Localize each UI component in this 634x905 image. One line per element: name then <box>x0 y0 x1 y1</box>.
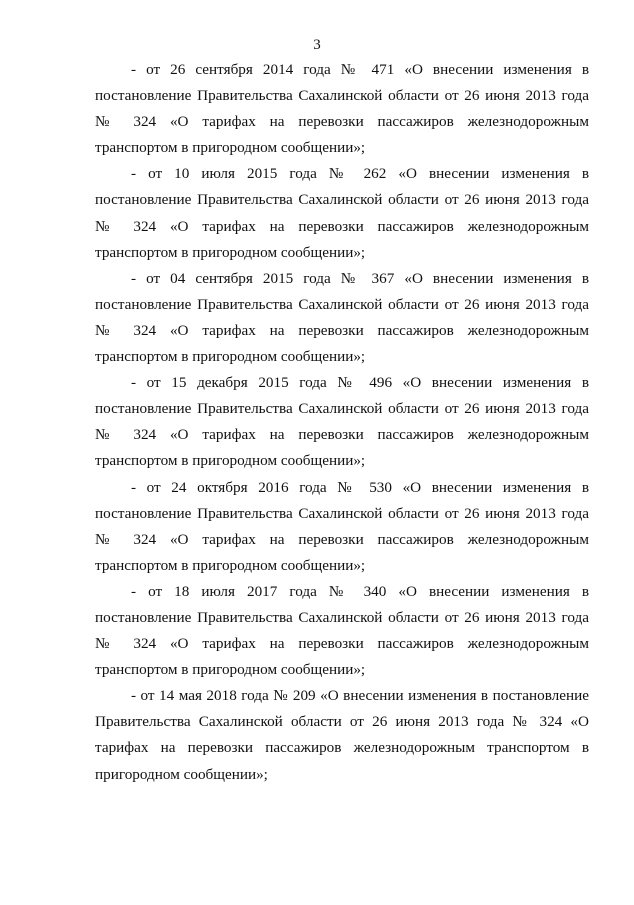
page-number: 3 <box>313 37 321 53</box>
list-item: - от 14 мая 2018 года № 209 «О внесении изменения в постановление Правительства Сахалинской области от 26 июня 2013 года № 324 «О тарифах на перевозки пассажиров железнодорожным транспортом в пригородном сообщении»; <box>95 687 589 783</box>
list-item: - от 04 сентября 2015 года № 367 «О внесении изменения в постановление Правительства Сахалинской области от 26 июня 2013 года № 324 «О тарифах на перевозки пассажиров железнодорожным транспортом в пригородном сообщении»; <box>95 269 589 366</box>
list-item: - от 18 июля 2017 года № 340 «О внесении изменения в постановление Правительства Сахалинской области от 26 июня 2013 года № 324 «О тарифах на перевозки пассажиров железнодорожным транспортом в пригородном сообщении»; <box>95 582 589 679</box>
list-item: - от 26 сентября 2014 года № 471 «О внесении изменения в постановление Правительства Сахалинской области от 26 июня 2013 года № 324 «О тарифах на перевозки пассажиров железнодорожным транспортом в пригородном сообщении»; <box>95 61 589 157</box>
document-body <box>95 57 589 788</box>
list-item: - от 10 июля 2015 года № 262 «О внесении изменения в постановление Правительства Сахалинской области от 26 июня 2013 года № 324 «О тарифах на перевозки пассажиров железнодорожным транспортом в пригородном сообщении»; <box>95 165 589 261</box>
list-item: - от 15 декабря 2015 года № 496 «О внесении изменения в постановление Правительства Сахалинской области от 26 июня 2013 года № 324 «О тарифах на перевозки пассажиров железнодорожным транспортом в пригородном сообщении»; <box>95 374 589 470</box>
list-item: - от 24 октября 2016 года № 530 «О внесении изменения в постановление Правительства Сахалинской области от 26 июня 2013 года № 324 «О тарифах на перевозки пассажиров железнодорожным транспортом в пригородном сообщении»; <box>95 478 589 574</box>
